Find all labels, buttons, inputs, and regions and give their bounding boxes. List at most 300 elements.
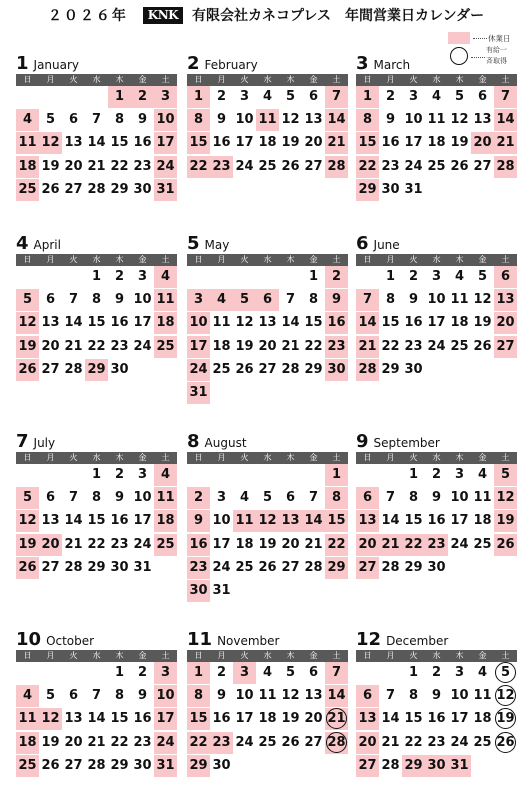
paid-leave-day: 19 (494, 708, 517, 730)
month-number: 12 (356, 629, 382, 650)
closed-day: 1 (108, 86, 131, 108)
business-day: 21 (87, 734, 106, 750)
closed-day: 24 (154, 732, 177, 754)
closed-day: 3 (187, 289, 210, 311)
business-day: 28 (304, 559, 323, 575)
business-day: 24 (133, 536, 152, 552)
business-day: 1 (91, 269, 102, 284)
business-day: 25 (473, 536, 492, 552)
business-day: 7 (285, 292, 296, 308)
business-day: 16 (212, 711, 231, 727)
business-day: 16 (404, 315, 423, 331)
month-header (356, 54, 517, 74)
closed-day: 5 (233, 289, 256, 311)
empty-cell (210, 464, 233, 486)
closed-day: 11 (16, 132, 39, 154)
business-day: 17 (427, 315, 446, 331)
business-day: 29 (304, 361, 323, 377)
closed-day: 23 (425, 534, 448, 556)
weekday-label: 木 (455, 75, 464, 84)
business-day: 23 (381, 158, 400, 174)
weekday-label: 土 (501, 75, 510, 84)
weekday-label: 月 (46, 75, 55, 84)
closed-day: 14 (356, 312, 379, 334)
weekday-label: 土 (161, 75, 170, 84)
business-day: 13 (304, 112, 323, 128)
business-day: 3 (431, 269, 442, 284)
business-day: 17 (133, 513, 152, 529)
business-day: 29 (110, 757, 129, 773)
month-header (16, 54, 177, 74)
weekday-label: 火 (409, 75, 418, 84)
business-day: 6 (68, 688, 79, 704)
closed-day: 29 (85, 359, 108, 381)
closed-day: 22 (356, 156, 379, 178)
weekday-label: 土 (501, 651, 510, 660)
month-number: 6 (356, 233, 369, 254)
closed-day: 15 (187, 708, 210, 730)
business-day: 24 (427, 338, 446, 354)
paid-leave-label-2: 斉取得 (486, 57, 507, 65)
closed-day: 10 (187, 312, 210, 334)
business-day: 22 (87, 536, 106, 552)
business-day: 23 (427, 734, 446, 750)
weekday-label: 日 (194, 651, 203, 660)
business-day: 15 (110, 135, 129, 151)
closed-day: 17 (154, 132, 177, 154)
business-day: 30 (427, 559, 446, 575)
month-header (356, 630, 517, 650)
business-day: 7 (385, 688, 396, 704)
closed-day: 11 (154, 487, 177, 509)
month-number: 11 (187, 629, 213, 650)
closed-day: 25 (154, 534, 177, 556)
business-day: 12 (450, 112, 469, 128)
business-day: 16 (110, 513, 129, 529)
business-day: 26 (450, 158, 469, 174)
business-day: 13 (258, 315, 277, 331)
business-day: 17 (450, 711, 469, 727)
weekday-header (356, 452, 517, 464)
business-day: 24 (450, 536, 469, 552)
business-day: 25 (212, 361, 231, 377)
day-grid (16, 86, 177, 202)
closed-day: 1 (325, 464, 348, 486)
business-day: 9 (385, 112, 396, 128)
weekday-label: 火 (240, 75, 249, 84)
business-day: 18 (258, 711, 277, 727)
business-day: 11 (473, 688, 492, 704)
empty-cell (62, 266, 85, 288)
weekday-label: 土 (161, 651, 170, 660)
weekday-label: 水 (263, 255, 272, 264)
business-day: 17 (235, 711, 254, 727)
business-day: 9 (137, 688, 148, 704)
business-day: 25 (258, 734, 277, 750)
weekday-label: 日 (23, 453, 32, 462)
closed-day-label: 休業日 (488, 34, 511, 43)
day-grid (356, 86, 517, 202)
business-day: 30 (133, 181, 152, 197)
month-november (187, 630, 348, 778)
business-day: 18 (450, 315, 469, 331)
empty-cell (16, 662, 39, 684)
weekday-label: 月 (386, 255, 395, 264)
business-day: 10 (404, 112, 423, 128)
weekday-label: 土 (501, 255, 510, 264)
business-day: 20 (41, 338, 60, 354)
closed-day: 29 (187, 755, 210, 777)
weekday-label: 水 (92, 75, 101, 84)
business-day: 27 (304, 734, 323, 750)
business-day: 25 (473, 734, 492, 750)
business-day: 10 (235, 688, 254, 704)
business-day: 13 (41, 513, 60, 529)
weekday-label: 火 (69, 255, 78, 264)
weekday-label: 月 (217, 75, 226, 84)
weekday-label: 木 (115, 453, 124, 462)
business-day: 2 (216, 665, 227, 680)
closed-day: 30 (425, 755, 448, 777)
closed-day: 8 (325, 487, 348, 509)
closed-day: 15 (356, 132, 379, 154)
closed-day: 18 (16, 156, 39, 178)
business-day: 27 (281, 559, 300, 575)
weekday-label: 土 (501, 453, 510, 462)
closed-day: 28 (325, 156, 348, 178)
business-day: 28 (281, 361, 300, 377)
weekday-label: 土 (332, 255, 341, 264)
month-header (187, 630, 348, 650)
closed-day: 2 (131, 86, 154, 108)
weekday-label: 火 (69, 453, 78, 462)
weekday-label: 水 (92, 651, 101, 660)
weekday-label: 月 (217, 651, 226, 660)
closed-day: 12 (494, 487, 517, 509)
empty-cell (85, 662, 108, 684)
weekday-label: 金 (309, 75, 318, 84)
business-day: 21 (304, 536, 323, 552)
closed-day: 24 (154, 156, 177, 178)
business-day: 7 (91, 688, 102, 704)
weekday-label: 土 (332, 453, 341, 462)
day-grid (356, 266, 517, 382)
weekday-label: 月 (217, 255, 226, 264)
closed-day: 1 (187, 86, 210, 108)
month-october (16, 630, 177, 778)
closed-day: 23 (210, 732, 233, 754)
business-day: 1 (408, 467, 419, 482)
business-day: 2 (385, 89, 396, 104)
business-day: 10 (133, 292, 152, 308)
closed-day: 13 (356, 708, 379, 730)
empty-cell (356, 464, 379, 486)
business-day: 11 (473, 490, 492, 506)
business-day: 16 (212, 135, 231, 151)
closed-day: 3 (233, 662, 256, 684)
weekday-label: 水 (432, 453, 441, 462)
business-day: 19 (258, 536, 277, 552)
business-day: 28 (381, 757, 400, 773)
business-day: 6 (45, 490, 56, 506)
closed-day: 3 (154, 662, 177, 684)
month-header (187, 234, 348, 254)
business-day: 22 (304, 338, 323, 354)
business-day: 20 (258, 338, 277, 354)
closed-day: 3 (154, 86, 177, 108)
closed-day: 28 (494, 156, 517, 178)
business-day: 19 (41, 734, 60, 750)
business-day: 15 (404, 711, 423, 727)
empty-cell (62, 662, 85, 684)
business-day: 23 (133, 734, 152, 750)
business-day: 27 (304, 158, 323, 174)
weekday-label: 火 (240, 651, 249, 660)
closed-day: 10 (154, 109, 177, 131)
business-day: 22 (110, 734, 129, 750)
business-day: 4 (477, 665, 488, 680)
business-day: 27 (473, 158, 492, 174)
closed-day: 14 (325, 685, 348, 707)
weekday-label: 日 (23, 651, 32, 660)
day-grid (187, 266, 348, 405)
empty-cell (379, 662, 402, 684)
empty-cell (379, 464, 402, 486)
weekday-label: 日 (363, 453, 372, 462)
business-day: 19 (235, 338, 254, 354)
business-day: 1 (91, 467, 102, 482)
empty-cell (256, 266, 279, 288)
closed-day: 31 (154, 179, 177, 201)
business-day: 14 (64, 513, 83, 529)
business-day: 21 (64, 536, 83, 552)
weekday-label: 金 (309, 255, 318, 264)
weekday-label: 木 (286, 255, 295, 264)
closed-day: 19 (16, 534, 39, 556)
weekday-label: 金 (138, 255, 147, 264)
weekday-label: 木 (115, 255, 124, 264)
weekday-label: 日 (194, 453, 203, 462)
business-day: 9 (431, 688, 442, 704)
weekday-label: 木 (455, 453, 464, 462)
business-day: 15 (110, 711, 129, 727)
weekday-label: 火 (409, 651, 418, 660)
day-grid (187, 662, 348, 778)
paid-leave-day: 28 (325, 732, 348, 754)
closed-day: 21 (325, 132, 348, 154)
business-day: 29 (87, 559, 106, 575)
closed-day: 23 (187, 557, 210, 579)
weekday-label: 木 (455, 255, 464, 264)
business-day: 1 (385, 269, 396, 284)
business-day: 28 (64, 361, 83, 377)
business-day: 15 (304, 315, 323, 331)
business-day: 31 (212, 582, 231, 598)
closed-day: 5 (16, 289, 39, 311)
month-name: March (373, 58, 411, 72)
business-day: 9 (114, 490, 125, 506)
business-day: 17 (404, 135, 423, 151)
weekday-label: 月 (46, 255, 55, 264)
business-day: 26 (281, 734, 300, 750)
business-day: 10 (450, 688, 469, 704)
month-name: May (204, 238, 230, 252)
business-day: 8 (385, 292, 396, 308)
business-day: 9 (137, 112, 148, 128)
business-day: 10 (133, 490, 152, 506)
business-day: 20 (64, 158, 83, 174)
business-day: 9 (408, 292, 419, 308)
business-day: 27 (64, 757, 83, 773)
empty-cell (62, 464, 85, 486)
business-day: 3 (408, 89, 419, 104)
weekday-label: 日 (194, 255, 203, 264)
day-grid (187, 464, 348, 603)
business-day: 4 (262, 89, 273, 104)
business-day: 30 (133, 757, 152, 773)
weekday-label: 金 (138, 75, 147, 84)
business-day: 18 (258, 135, 277, 151)
business-day: 18 (427, 135, 446, 151)
month-march (356, 54, 517, 202)
weekday-label: 土 (332, 651, 341, 660)
empty-cell (187, 266, 210, 288)
weekday-label: 土 (161, 255, 170, 264)
business-day: 6 (45, 292, 56, 308)
business-day: 20 (281, 536, 300, 552)
closed-day: 6 (494, 266, 517, 288)
month-header (356, 432, 517, 452)
business-day: 23 (110, 338, 129, 354)
weekday-header (356, 254, 517, 266)
business-day: 14 (64, 315, 83, 331)
business-day: 6 (308, 665, 319, 680)
business-day: 14 (87, 135, 106, 151)
month-number: 7 (16, 431, 29, 452)
weekday-label: 金 (478, 453, 487, 462)
closed-day: 13 (356, 510, 379, 532)
business-day: 6 (285, 490, 296, 506)
closed-day: 21 (379, 534, 402, 556)
company-title: 有限会社カネコプレス 年間営業日カレンダー (191, 8, 485, 24)
business-day: 26 (258, 559, 277, 575)
business-day: 2 (114, 269, 125, 284)
business-day: 25 (235, 559, 254, 575)
business-day: 10 (212, 513, 231, 529)
business-day: 7 (91, 112, 102, 128)
empty-cell (39, 86, 62, 108)
weekday-label: 木 (115, 75, 124, 84)
business-day: 12 (281, 112, 300, 128)
business-day: 25 (450, 338, 469, 354)
day-grid (16, 464, 177, 580)
closed-day: 20 (471, 132, 494, 154)
business-day: 25 (258, 158, 277, 174)
business-day: 17 (235, 135, 254, 151)
business-day: 30 (404, 361, 423, 377)
weekday-header (16, 74, 177, 86)
closed-day: 30 (325, 359, 348, 381)
weekday-label: 土 (332, 75, 341, 84)
empty-cell (233, 266, 256, 288)
closed-day: 20 (494, 312, 517, 334)
empty-cell (233, 464, 256, 486)
weekday-label: 土 (161, 453, 170, 462)
business-day: 17 (133, 315, 152, 331)
business-day: 15 (87, 513, 106, 529)
month-name: December (386, 634, 449, 648)
paid-leave-day: 5 (494, 662, 517, 684)
weekday-label: 水 (263, 651, 272, 660)
closed-day: 29 (325, 557, 348, 579)
business-day: 2 (114, 467, 125, 482)
closed-day: 26 (16, 557, 39, 579)
weekday-label: 金 (309, 651, 318, 660)
business-day: 15 (381, 315, 400, 331)
business-day: 16 (427, 513, 446, 529)
business-day: 8 (408, 688, 419, 704)
business-day: 11 (212, 315, 231, 331)
closed-day: 19 (16, 336, 39, 358)
closed-day: 27 (494, 336, 517, 358)
weekday-label: 月 (386, 75, 395, 84)
business-day: 16 (110, 315, 129, 331)
business-day: 26 (41, 181, 60, 197)
business-day: 28 (87, 757, 106, 773)
business-day: 22 (381, 338, 400, 354)
month-number: 1 (16, 53, 29, 74)
empty-cell (16, 464, 39, 486)
closed-day: 12 (256, 510, 279, 532)
business-day: 24 (235, 734, 254, 750)
month-name: August (204, 436, 247, 450)
business-day: 7 (68, 292, 79, 308)
closed-day-swatch (448, 32, 470, 44)
weekday-header (16, 650, 177, 662)
month-name: January (33, 58, 80, 72)
weekday-label: 水 (432, 651, 441, 660)
empty-cell (62, 86, 85, 108)
closed-day: 26 (16, 359, 39, 381)
business-day: 12 (281, 688, 300, 704)
company-logo: KNK (143, 7, 183, 24)
closed-day: 27 (356, 557, 379, 579)
business-day: 5 (285, 89, 296, 104)
weekday-label: 日 (363, 651, 372, 660)
closed-day: 11 (16, 708, 39, 730)
business-day: 8 (408, 490, 419, 506)
business-day: 4 (239, 490, 250, 506)
business-day: 5 (45, 112, 56, 128)
empty-cell (16, 86, 39, 108)
business-day: 23 (133, 158, 152, 174)
month-header (187, 54, 348, 74)
weekday-label: 水 (92, 453, 101, 462)
business-day: 1 (114, 665, 125, 680)
weekday-header (16, 452, 177, 464)
business-day: 21 (87, 158, 106, 174)
weekday-header (356, 650, 517, 662)
closed-day: 17 (187, 336, 210, 358)
month-september (356, 432, 517, 580)
month-number: 5 (187, 233, 200, 254)
business-day: 8 (114, 688, 125, 704)
business-day: 23 (404, 338, 423, 354)
weekday-label: 火 (69, 651, 78, 660)
empty-cell (302, 464, 325, 486)
business-day: 3 (239, 89, 250, 104)
closed-day: 14 (302, 510, 325, 532)
